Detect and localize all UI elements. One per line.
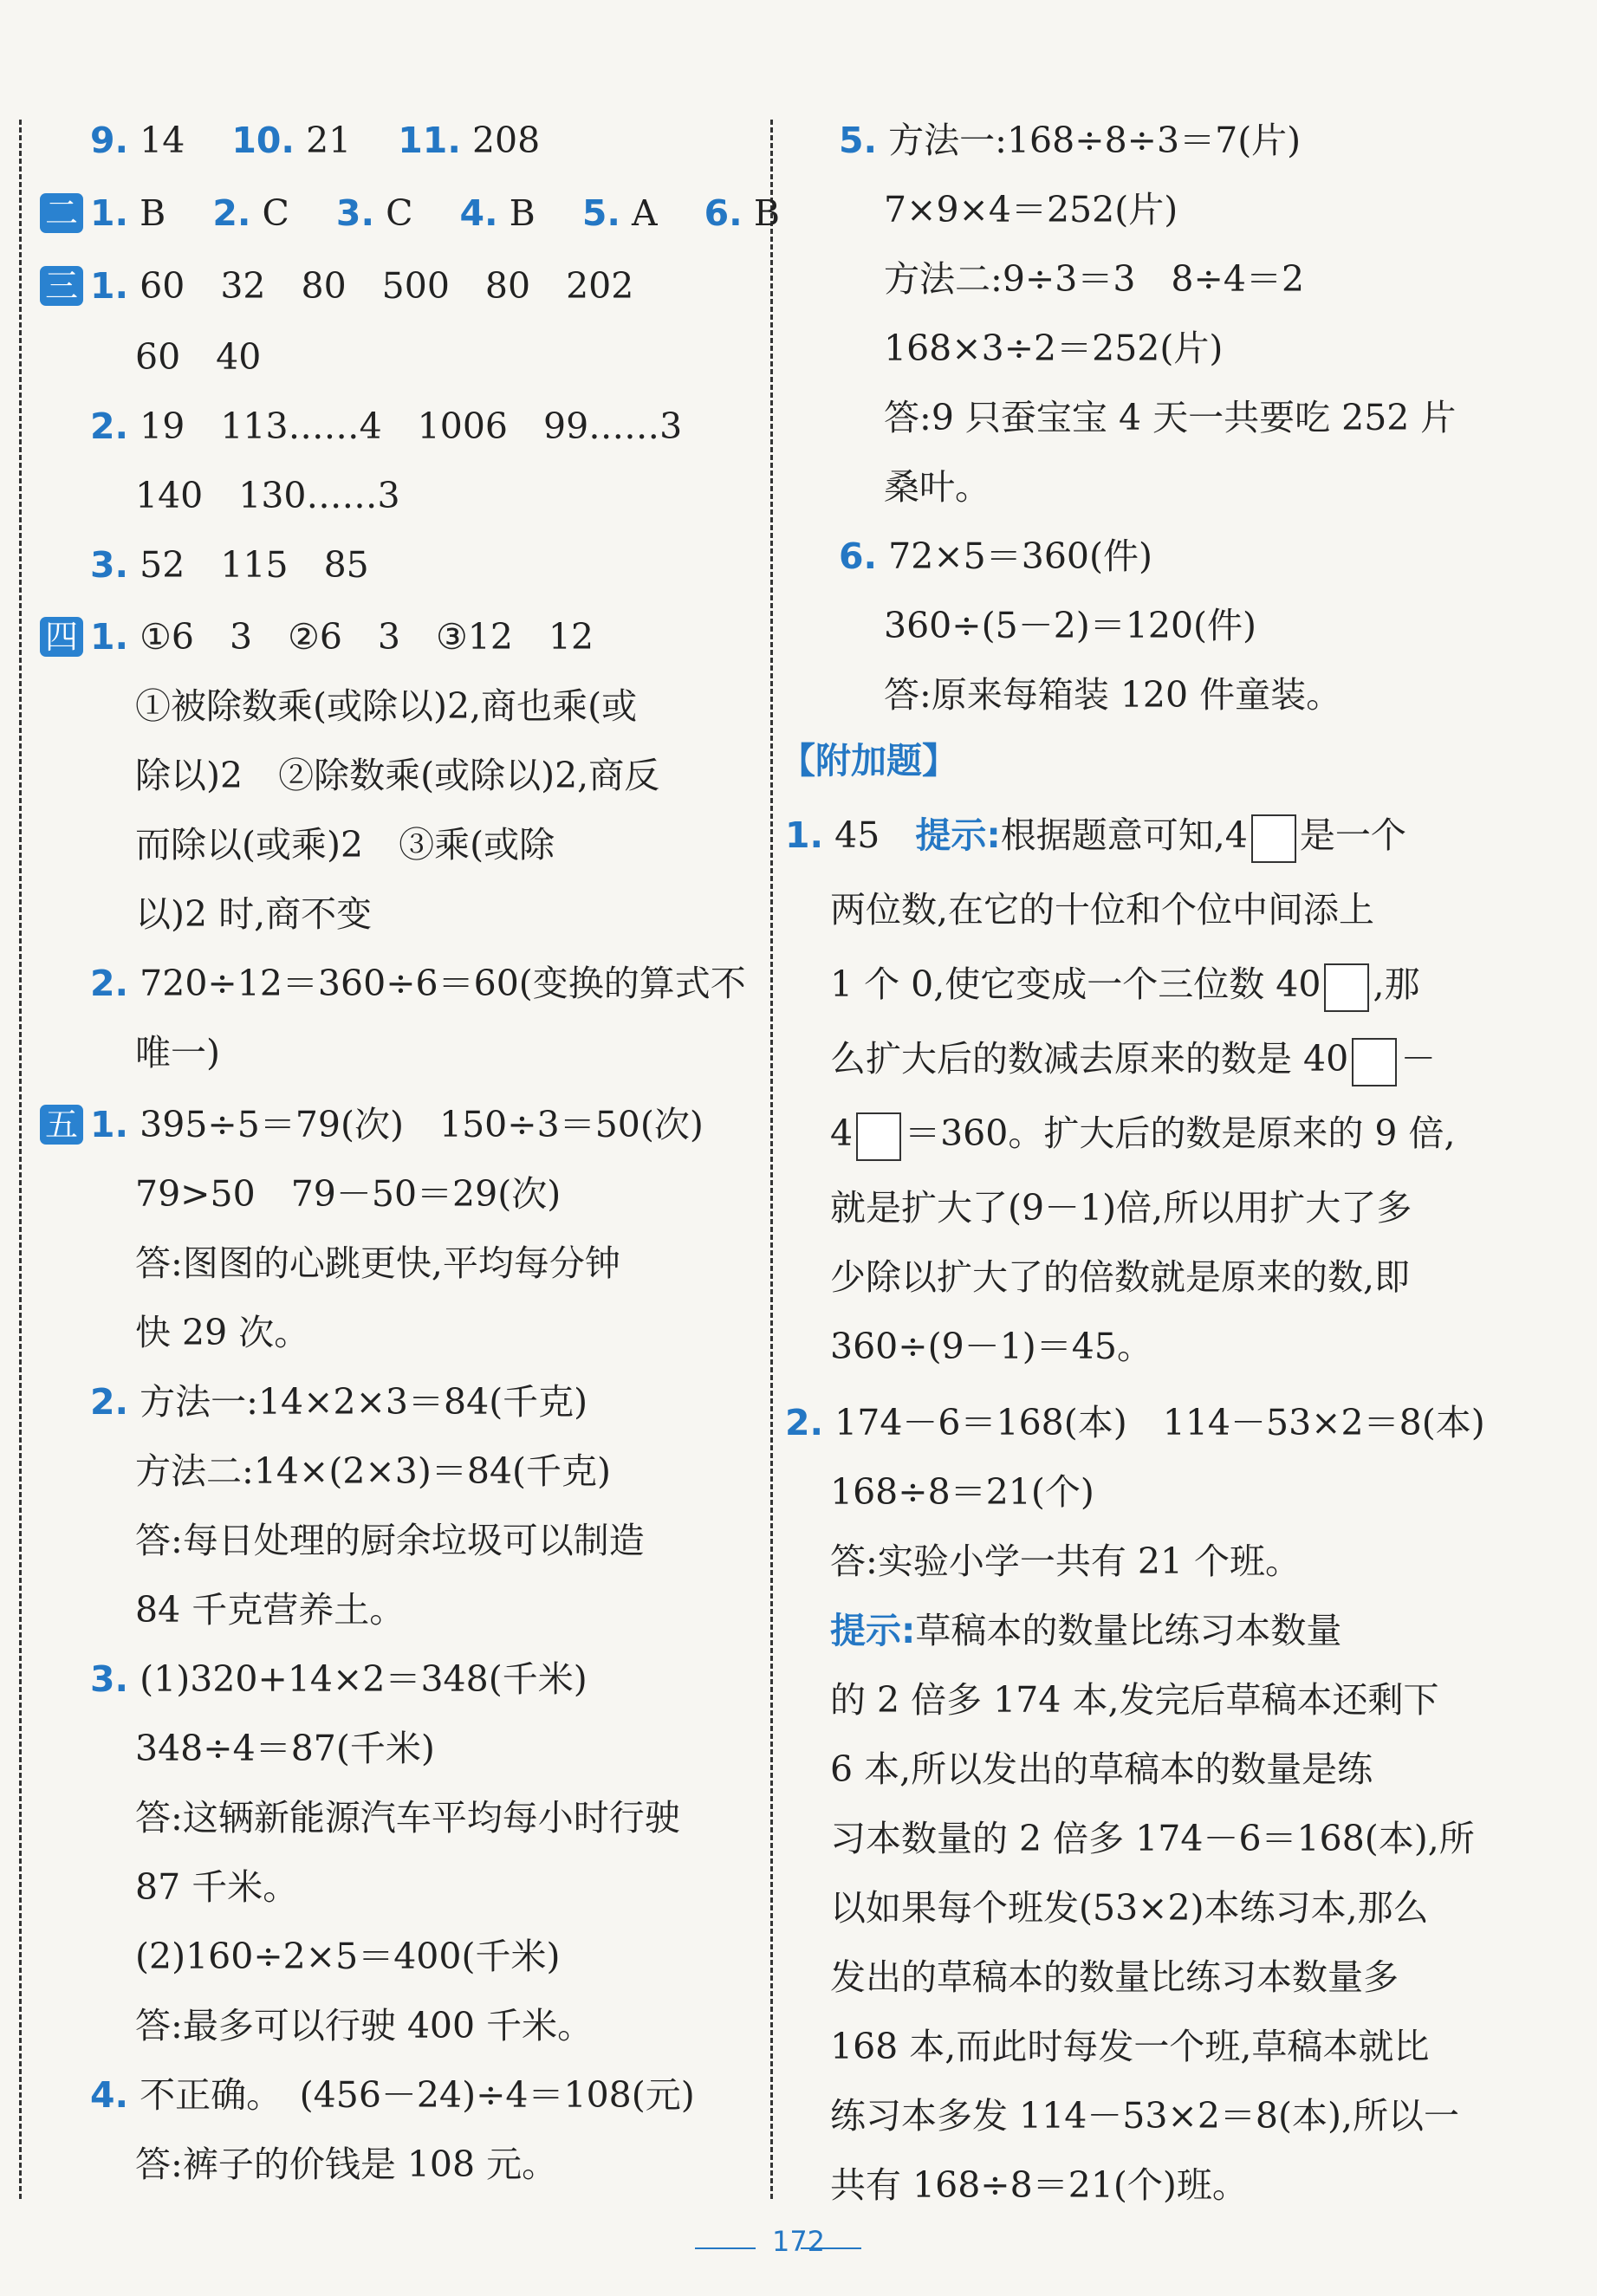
answer-line: 而除以(或乘)2 ③乘(或除 (135, 824, 555, 866)
section-4-badge: 四 (40, 617, 83, 657)
answer-line: 1. 60 32 80 500 80 202 (90, 265, 634, 307)
answer-line: 答:最多可以行驶 400 千米。 (135, 2005, 594, 2046)
answer-line: 练习本多发 114－53×2＝8(本),所以一 (830, 2095, 1460, 2137)
answer-line: 3. 52 115 85 (90, 544, 369, 586)
answer-line: 以)2 时,商不变 (135, 893, 373, 935)
bonus-section-title: 【附加题】 (780, 740, 958, 782)
section-5-badge: 五 (40, 1105, 83, 1145)
answer-line: 2. 174－6＝168(本) 114－53×2＝8(本) (785, 1402, 1485, 1443)
answer-line: 1. 395÷5＝79(次) 150÷3＝50(次) (90, 1104, 704, 1145)
answer-line: 140 130……3 (135, 475, 400, 516)
answer-line: ①被除数乘(或除以)2,商也乘(或 (135, 685, 638, 727)
answer-line: 答:这辆新能源汽车平均每小时行驶 (135, 1797, 680, 1839)
answer-line: 84 千克营养土。 (135, 1589, 406, 1631)
answer-line: 168÷8＝21(个) (830, 1471, 1094, 1513)
answer-line: 答:图图的心跳更快,平均每分钟 (135, 1242, 620, 1284)
answer-line: 快 29 次。 (135, 1312, 310, 1353)
answer-line: 答:9 只蚕宝宝 4 天一共要吃 252 片 (884, 397, 1457, 438)
answer-line: (2)160÷2×5＝400(千米) (135, 1936, 561, 1977)
answer-line: 3. (1)320+14×2＝348(千米) (90, 1658, 588, 1700)
answer-line: 1. 45 提示:根据题意可知,4 是一个 (785, 809, 1406, 863)
section-2-badge: 二 (40, 193, 83, 233)
blank-box (1324, 963, 1369, 1012)
answer-line: 360÷(5－2)＝120(件) (884, 605, 1257, 646)
answer-line: 答:每日处理的厨余垃圾可以制造 (135, 1520, 645, 1561)
answer-line: 唯一) (135, 1032, 220, 1073)
answer-line: 6 本,所以发出的草稿本的数量是练 (830, 1748, 1373, 1790)
answer-line: 79>50 79－50＝29(次) (135, 1173, 562, 1215)
answer-line: 168 本,而此时每发一个班,草稿本就比 (830, 2026, 1430, 2067)
answer-line: 方法二:14×(2×3)＝84(千克) (135, 1450, 612, 1492)
answer-line: 答:实验小学一共有 21 个班。 (830, 1540, 1302, 1582)
section-3-badge: 三 (40, 266, 83, 306)
answer-line: 少除以扩大了的倍数就是原来的数,即 (830, 1256, 1411, 1298)
page-number: 172 (771, 2225, 826, 2258)
blank-box (1251, 814, 1296, 863)
answer-line: 提示:草稿本的数量比练习本数量 (830, 1610, 1342, 1651)
answer-line: 1. ①6 3 ②6 3 ③12 12 (90, 616, 594, 658)
answer-line: 两位数,在它的十位和个位中间添上 (830, 889, 1375, 931)
blank-box (1352, 1038, 1397, 1086)
answer-line: 的 2 倍多 174 本,发完后草稿本还剩下 (830, 1679, 1439, 1721)
answer-line: 168×3÷2＝252(片) (884, 328, 1224, 369)
answer-line: 6. 72×5＝360(件) (839, 535, 1153, 577)
answer-line: 9. 14 10. 21 11. 208 (90, 120, 541, 161)
answer-line: 5. 方法一:168÷8÷3＝7(片) (839, 120, 1302, 161)
answer-line: 87 千米。 (135, 1866, 299, 1908)
answer-line: 共有 168÷8＝21(个)班。 (830, 2164, 1248, 2206)
answer-line: 360÷(9－1)＝45。 (830, 1326, 1152, 1367)
answer-line: 答:原来每箱装 120 件童装。 (884, 674, 1342, 716)
answer-line: 2. 19 113……4 1006 99……3 (90, 405, 683, 447)
answer-line: 1 个 0,使它变成一个三位数 40 ,那 (830, 958, 1420, 1012)
answer-line: 答:裤子的价钱是 108 元。 (135, 2144, 558, 2185)
answer-line: 以如果每个班发(53×2)本练习本,那么 (830, 1887, 1429, 1929)
answer-line: 桑叶。 (884, 466, 990, 508)
answer-line: 4 ＝360。扩大后的数是原来的 9 倍, (830, 1107, 1456, 1161)
answer-line: 2. 720÷12＝360÷6＝60(变换的算式不 (90, 963, 746, 1004)
answer-line: 习本数量的 2 倍多 174－6＝168(本),所 (830, 1818, 1475, 1859)
answer-line: 60 40 (135, 336, 262, 378)
answer-line: 1. B 2. C 3. C 4. B 5. A 6. B (90, 192, 780, 234)
left-margin-divider (19, 120, 22, 2199)
answer-line: 就是扩大了(9－1)倍,所以用扩大了多 (830, 1187, 1412, 1229)
answer-line: 除以)2 ②除数乘(或除以)2,商反 (135, 755, 660, 796)
answer-line: 4. 不正确。 (456－24)÷4＝108(元) (90, 2074, 695, 2116)
answer-line: 2. 方法一:14×2×3＝84(千克) (90, 1381, 588, 1423)
answer-line: 么扩大后的数减去原来的数是 40 － (830, 1033, 1436, 1086)
answer-line: 7×9×4＝252(片) (884, 189, 1178, 230)
answer-line: 发出的草稿本的数量比练习本数量多 (830, 1956, 1399, 1998)
answer-line: 方法二:9÷3＝3 8÷4＝2 (884, 258, 1305, 300)
column-divider (770, 120, 773, 2199)
blank-box (856, 1112, 901, 1161)
answer-line: 348÷4＝87(千米) (135, 1728, 435, 1769)
